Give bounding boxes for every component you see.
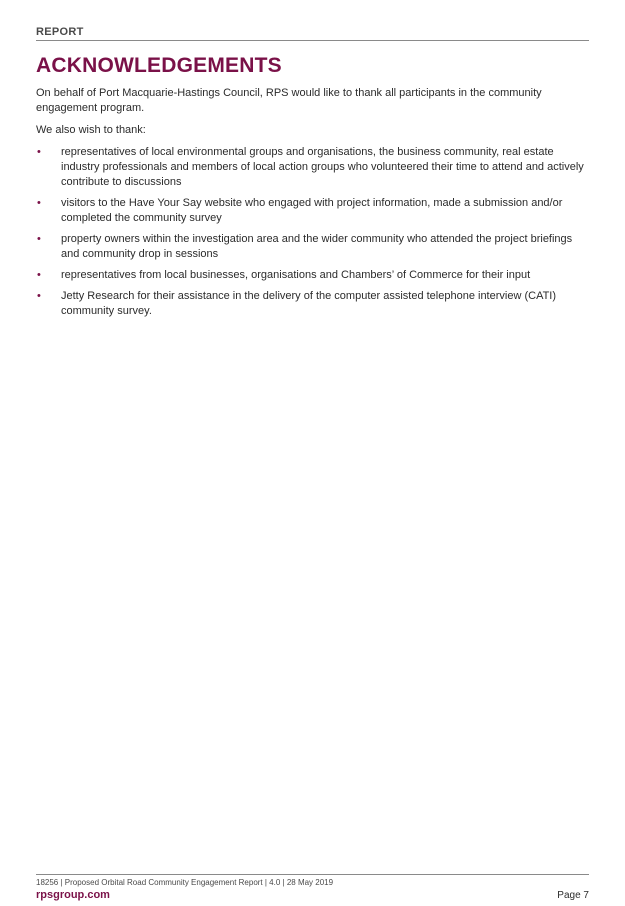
list-item <box>36 232 592 262</box>
list-item <box>36 145 592 190</box>
running-header: REPORT <box>36 26 84 38</box>
bullet-icon: • <box>37 146 41 158</box>
bullet-icon: • <box>37 197 41 209</box>
bullet-icon: • <box>37 269 41 281</box>
page-number: Page 7 <box>557 890 589 901</box>
footer-divider <box>36 874 589 875</box>
footer-document-info: 18256 | Proposed Orbital Road Community Engagement Report | 4.0 | 28 May 2019 <box>36 878 334 887</box>
bullet-icon: • <box>37 290 41 302</box>
acknowledgement-list <box>36 145 592 319</box>
bullet-icon: • <box>37 233 41 245</box>
list-item-text: visitors to the Have Your Say website who engaged with project information, made a submission and/or completed the community survey <box>61 197 563 224</box>
body-content <box>36 86 592 325</box>
page-title: ACKNOWLEDGEMENTS <box>36 54 282 77</box>
list-item <box>36 196 592 226</box>
list-item-text: representatives from local businesses, organisations and Chambers’ of Commerce for their input <box>61 269 531 281</box>
list-item-text: Jetty Research for their assistance in the delivery of the computer assisted telephone interview (CATI) community survey. <box>61 290 557 317</box>
intro-paragraph: On behalf of Port Macquarie-Hastings Council, RPS would like to thank all participants in the community engagement program. <box>36 87 542 114</box>
header-divider <box>36 40 589 41</box>
list-item-text: representatives of local environmental groups and organisations, the business community, real estate industry professionals and members of local action groups who volunteered their time to attend and actively contribute to discussions <box>61 146 584 188</box>
footer-website-link[interactable]: rpsgroup.com <box>36 889 110 901</box>
list-item <box>36 289 592 319</box>
list-item <box>36 268 592 283</box>
list-item-text: property owners within the investigation area and the wider community who attended the project briefings and community drop in sessions <box>61 233 573 260</box>
thanks-lead-paragraph: We also wish to thank: <box>36 124 146 136</box>
